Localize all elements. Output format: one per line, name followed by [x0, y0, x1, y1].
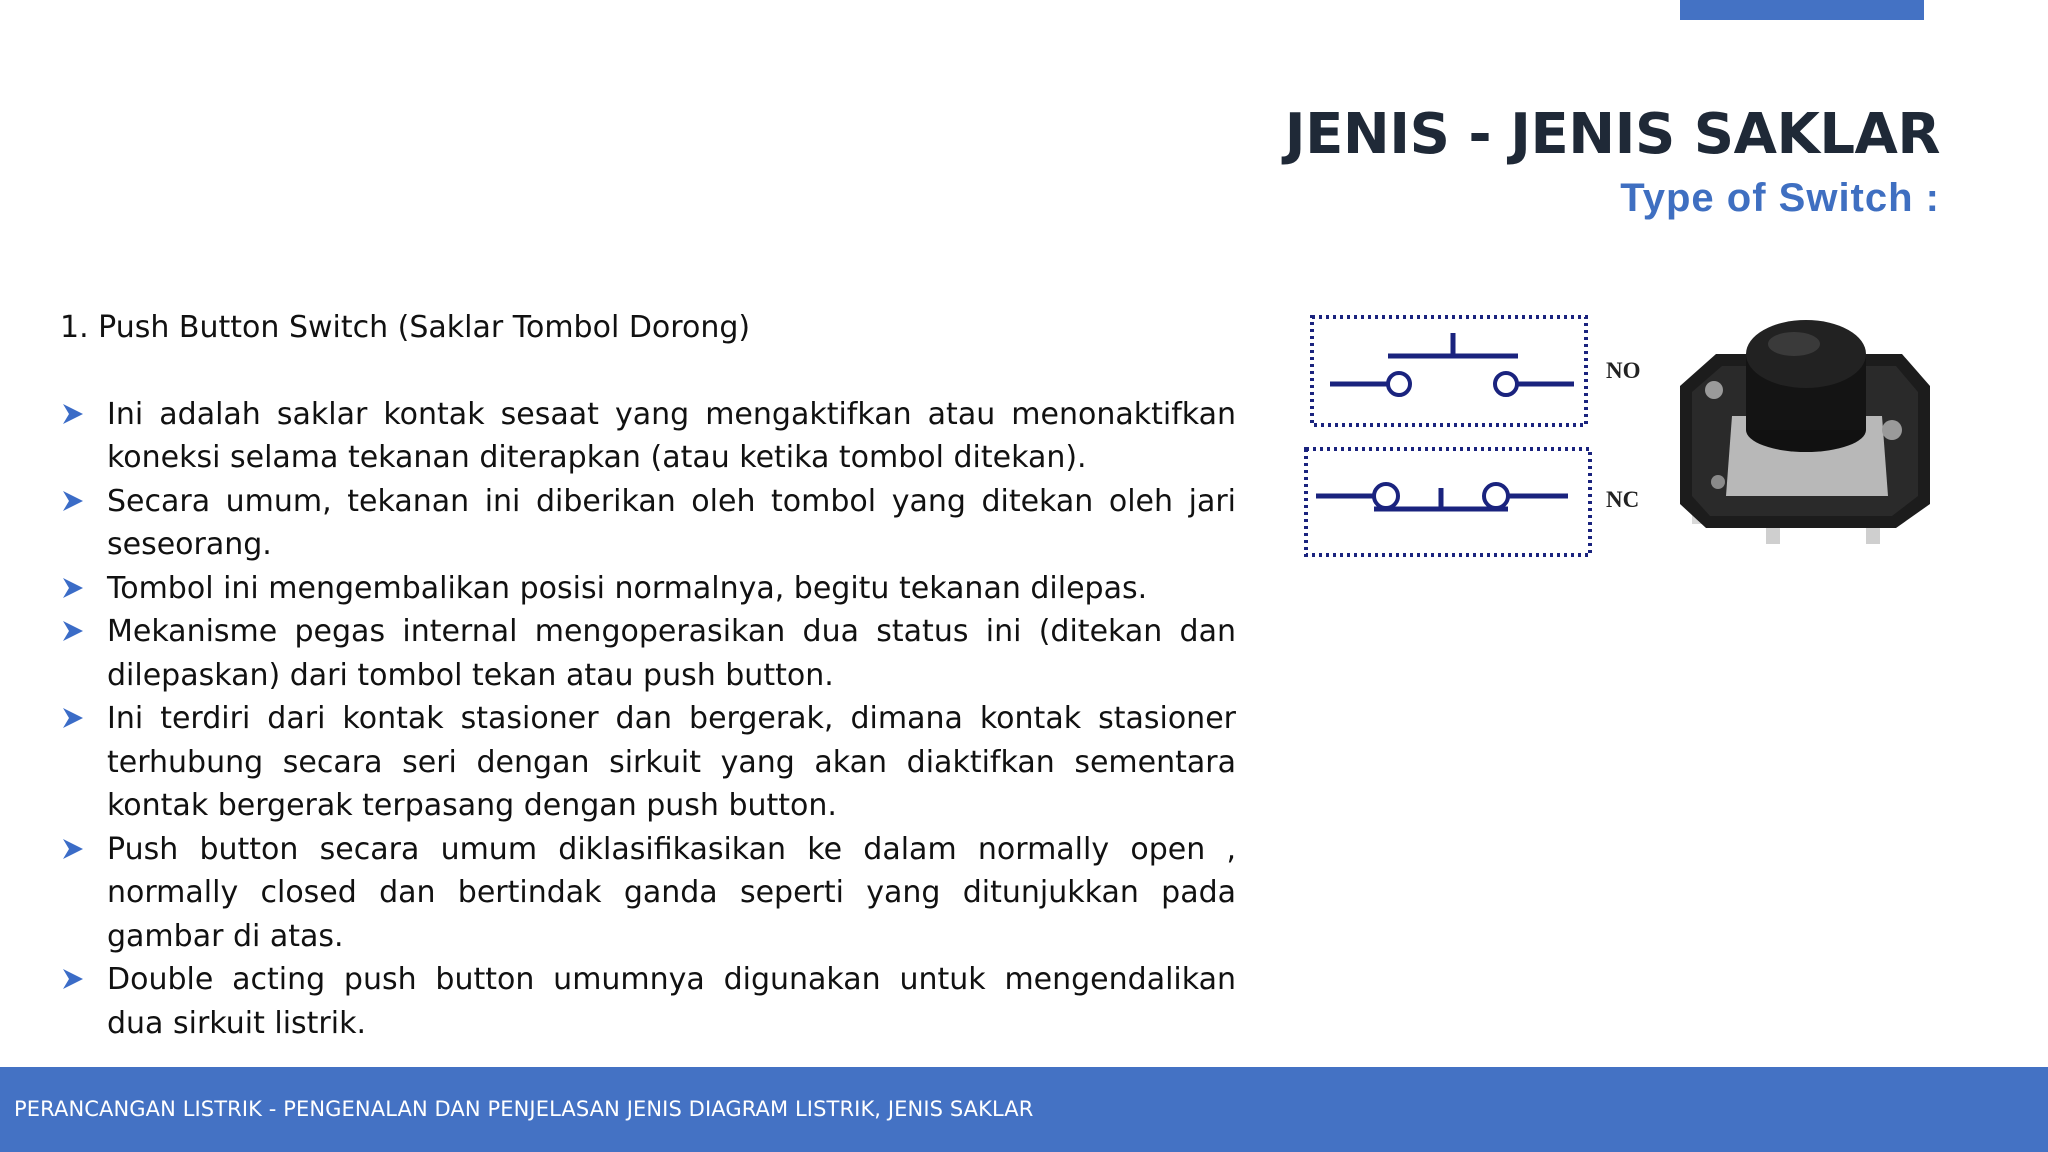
bullet-item	[58, 958, 1236, 1045]
bullet-item	[58, 567, 1236, 611]
no-label: NO	[1606, 358, 1641, 383]
bullet-text: Ini terdiri dari kontak stasioner dan bergerak, dimana kontak stasioner terhubung secara seri dengan sirkuit yang akan diaktifkan sementara kontak bergerak terpasang dengan push button.	[107, 701, 1236, 823]
bullet-text: Tombol ini mengembalikan posisi normalnya, begitu tekanan dilepas.	[107, 570, 1148, 606]
bullet-item	[58, 610, 1236, 697]
arrow-bullet-icon	[60, 401, 86, 427]
section-heading: 1. Push Button Switch (Saklar Tombol Dorong)	[60, 310, 751, 345]
slide-title: JENIS - JENIS SAKLAR	[1284, 102, 1940, 167]
top-accent-bar	[1680, 0, 1924, 20]
tactile-switch-illustration	[1680, 320, 1930, 544]
footer-bar	[0, 1067, 2048, 1152]
arrow-bullet-icon	[60, 575, 86, 601]
nc-label: NC	[1606, 487, 1640, 512]
bullet-item	[58, 697, 1236, 828]
bullet-list	[58, 393, 1236, 1046]
arrow-bullet-icon	[60, 836, 86, 862]
content-area	[58, 306, 1236, 1045]
bullet-item	[58, 480, 1236, 567]
arrow-bullet-icon	[60, 966, 86, 992]
arrow-bullet-icon	[60, 488, 86, 514]
footer-text: PERANCANGAN LISTRIK - PENGENALAN DAN PENJELASAN JENIS DIAGRAM LISTRIK, JENIS SAKLAR	[14, 1097, 1034, 1121]
push-button-figure	[1296, 306, 1934, 568]
arrow-bullet-icon	[60, 618, 86, 644]
bullet-text: Mekanisme pegas internal mengoperasikan dua status ini (ditekan dan dilepaskan) dari tombol tekan atau push button.	[107, 614, 1236, 693]
bullet-text: Ini adalah saklar kontak sesaat yang mengaktifkan atau menonaktifkan koneksi selama tekanan diterapkan (atau ketika tombol ditekan).	[107, 396, 1236, 475]
bullet-text: Double acting push button umumnya digunakan untuk mengendalikan dua sirkuit listrik.	[107, 962, 1236, 1041]
bullet-text: Secara umum, tekanan ini diberikan oleh tombol yang ditekan oleh jari seseorang.	[107, 483, 1236, 562]
normally-open-schematic	[1312, 317, 1586, 425]
bullet-text: Push button secara umum diklasifikasikan ke dalam normally open , normally closed dan bertindak ganda seperti yang ditunjukkan pada gambar di atas.	[107, 831, 1236, 954]
bullet-item	[58, 828, 1236, 959]
normally-closed-schematic	[1306, 449, 1590, 555]
arrow-bullet-icon	[60, 705, 86, 731]
slide-subtitle: Type of Switch :	[1620, 176, 1940, 220]
bullet-item	[58, 393, 1236, 480]
